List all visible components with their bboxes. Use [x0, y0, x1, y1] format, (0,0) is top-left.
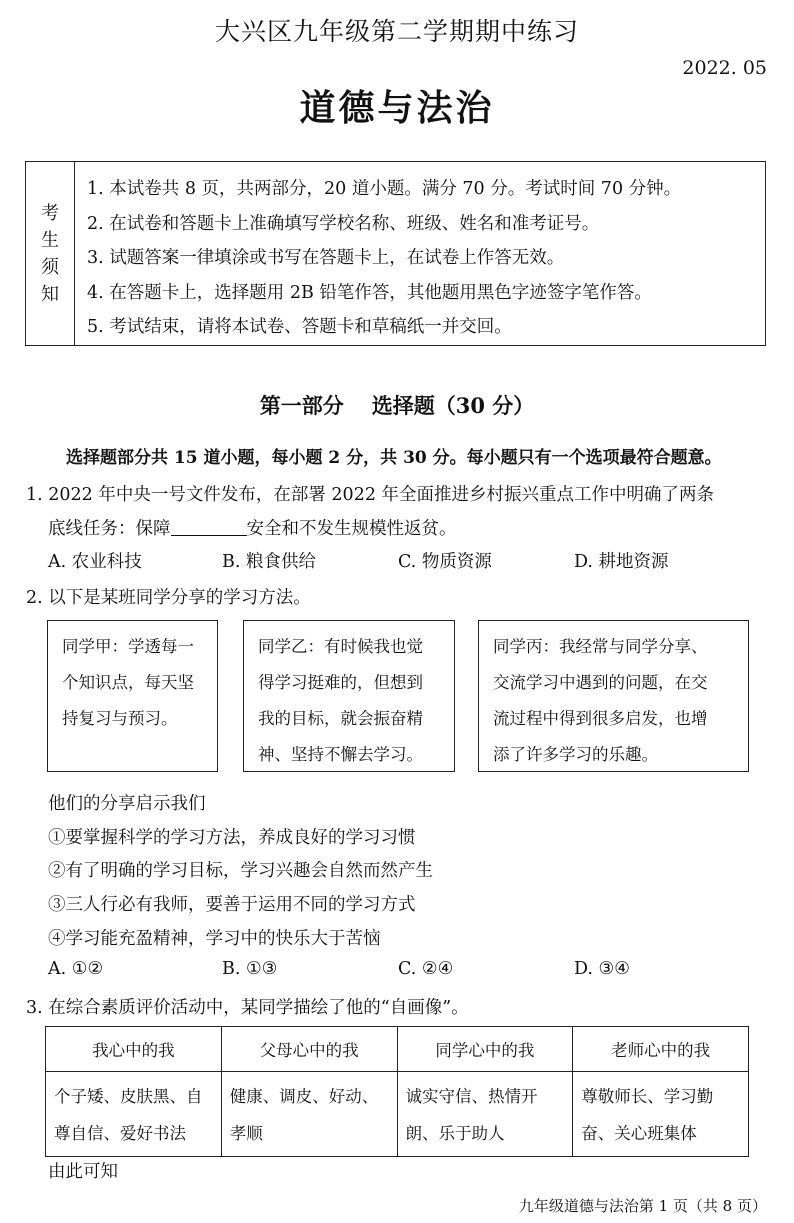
table-cell: [221, 1072, 397, 1157]
notice-label-char: 生: [41, 229, 59, 251]
box-line: 我的目标，就会振奋精: [258, 709, 423, 728]
exam-date: 2022. 05: [682, 57, 767, 79]
page-footer: 九年级道德与法治第 1 页（共 8 页）: [518, 1197, 767, 1215]
q1-stem-line1: 1. 2022 年中央一号文件发布，在部署 2022 年全面推进乡村振兴重点工作中明确了两条: [26, 485, 715, 505]
q2-statement-1: ①要掌握科学的学习方法，养成良好的学习习惯: [48, 828, 416, 848]
q1-stem-after-blank: 安全和不发生规模性返贫。: [246, 519, 457, 539]
box-line: 持复习与预习。: [62, 709, 178, 728]
q3-self-portrait-table: [45, 1026, 749, 1157]
cell-line: 孝顺: [229, 1124, 263, 1143]
table-cell: [573, 1072, 749, 1157]
cell-line: 朗、乐于助人: [405, 1124, 505, 1143]
notice-label: [26, 162, 75, 345]
q2-option-a: A. ①②: [48, 959, 104, 979]
exam-header-title: 大兴区九年级第二学期期中练习: [214, 17, 579, 46]
notice-item: 3. 试题答案一律填涂或书写在答题卡上，在试卷上作答无效。: [87, 248, 565, 268]
q2-student-c-box: [478, 620, 749, 772]
box-line: 同学甲：学透每一: [62, 637, 194, 656]
box-line: 交流学习中遇到的问题，在交: [493, 673, 708, 692]
q1-answer-blank: [171, 517, 247, 536]
cell-line: 尊自信、爱好书法: [54, 1124, 186, 1143]
cell-line: 奋、关心班集体: [581, 1124, 697, 1143]
q1-option-d: D. 耕地资源: [574, 552, 669, 572]
notice-list: [75, 162, 681, 345]
table-row: [46, 1072, 749, 1157]
box-line: 个知识点，每天坚: [62, 673, 194, 692]
table-header-cell: 同学心中的我: [397, 1027, 573, 1072]
box-line: 同学乙：有时候我也觉: [258, 637, 423, 656]
notice-item: 2. 在试卷和答题卡上准确填写学校名称、班级、姓名和准考证号。: [87, 213, 600, 234]
notice-item: 4. 在答题卡上，选择题用 2B 铅笔作答，其他题用黑色字迹签字笔作答。: [87, 282, 652, 303]
q2-option-b: B. ①③: [222, 959, 278, 979]
subject-title: 道德与法治: [299, 87, 495, 129]
table-cell: [397, 1072, 573, 1157]
q2-statement-2: ②有了明确的学习目标，学习兴趣会自然而然产生: [48, 861, 433, 881]
box-line: 得学习挺难的，但想到: [258, 673, 423, 692]
part-one-title: [0, 390, 794, 420]
q2-statement-3: ③三人行必有我师，要善于运用不同的学习方式: [48, 895, 416, 915]
cell-line: 诚实守信、热情开: [405, 1087, 538, 1106]
q3-stem: 3. 在综合素质评价活动中，某同学描绘了他的“自画像”。: [26, 998, 469, 1018]
q2-lead: 他们的分享启示我们: [48, 794, 206, 814]
table-header-cell: 老师心中的我: [573, 1027, 749, 1072]
q2-stem: 2. 以下是某班同学分享的学习方法。: [26, 588, 311, 608]
candidate-notice-box: [25, 161, 766, 346]
q3-tail: 由此可知: [48, 1162, 118, 1182]
table-header-cell: 我心中的我: [46, 1027, 222, 1072]
notice-label-char: 知: [41, 283, 59, 305]
cell-line: 健康、调皮、好动、: [229, 1087, 379, 1106]
q2-option-c: C. ②④: [398, 959, 454, 979]
table-header-row: [46, 1027, 749, 1072]
q2-statement-4: ④学习能充盈精神，学习中的快乐大于苦恼: [48, 929, 381, 949]
notice-item: 1. 本试卷共 8 页，共两部分，20 道小题。满分 70 分。考试时间 70 分钟。: [87, 179, 682, 199]
part-one-label: 第一部分: [259, 393, 344, 418]
cell-line: 个子矮、皮肤黑、自: [54, 1087, 203, 1106]
q1-stem-line2: [48, 515, 457, 540]
part-one-instruction: 选择题部分共 15 道小题，每小题 2 分，共 30 分。每小题只有一个选项最符合题意。: [66, 448, 722, 468]
box-line: 添了许多学习的乐趣。: [493, 745, 658, 764]
q1-stem-before-blank: 底线任务：保障: [48, 519, 171, 539]
q1-option-c: C. 物质资源: [398, 552, 492, 572]
notice-label-char: 考: [41, 202, 59, 224]
cell-line: 尊敬师长、学习勤: [581, 1087, 714, 1106]
q2-option-d: D. ③④: [574, 959, 630, 979]
q1-option-b: B. 粮食供给: [222, 552, 316, 572]
q1-option-a: A. 农业科技: [48, 552, 142, 572]
box-line: 同学丙：我经常与同学分享、: [493, 637, 708, 656]
notice-item: 5. 考试结束，请将本试卷、答题卡和草稿纸一并交回。: [87, 317, 512, 337]
table-header-cell: 父母心中的我: [221, 1027, 397, 1072]
q2-student-a-box: [47, 620, 218, 772]
box-line: 流过程中得到很多启发，也增: [493, 709, 708, 728]
q2-student-b-box: [243, 620, 455, 772]
part-one-type: 选择题（30 分）: [371, 393, 535, 418]
notice-label-char: 须: [41, 256, 59, 278]
box-line: 神、坚持不懈去学习。: [258, 745, 423, 764]
table-cell: [46, 1072, 222, 1157]
